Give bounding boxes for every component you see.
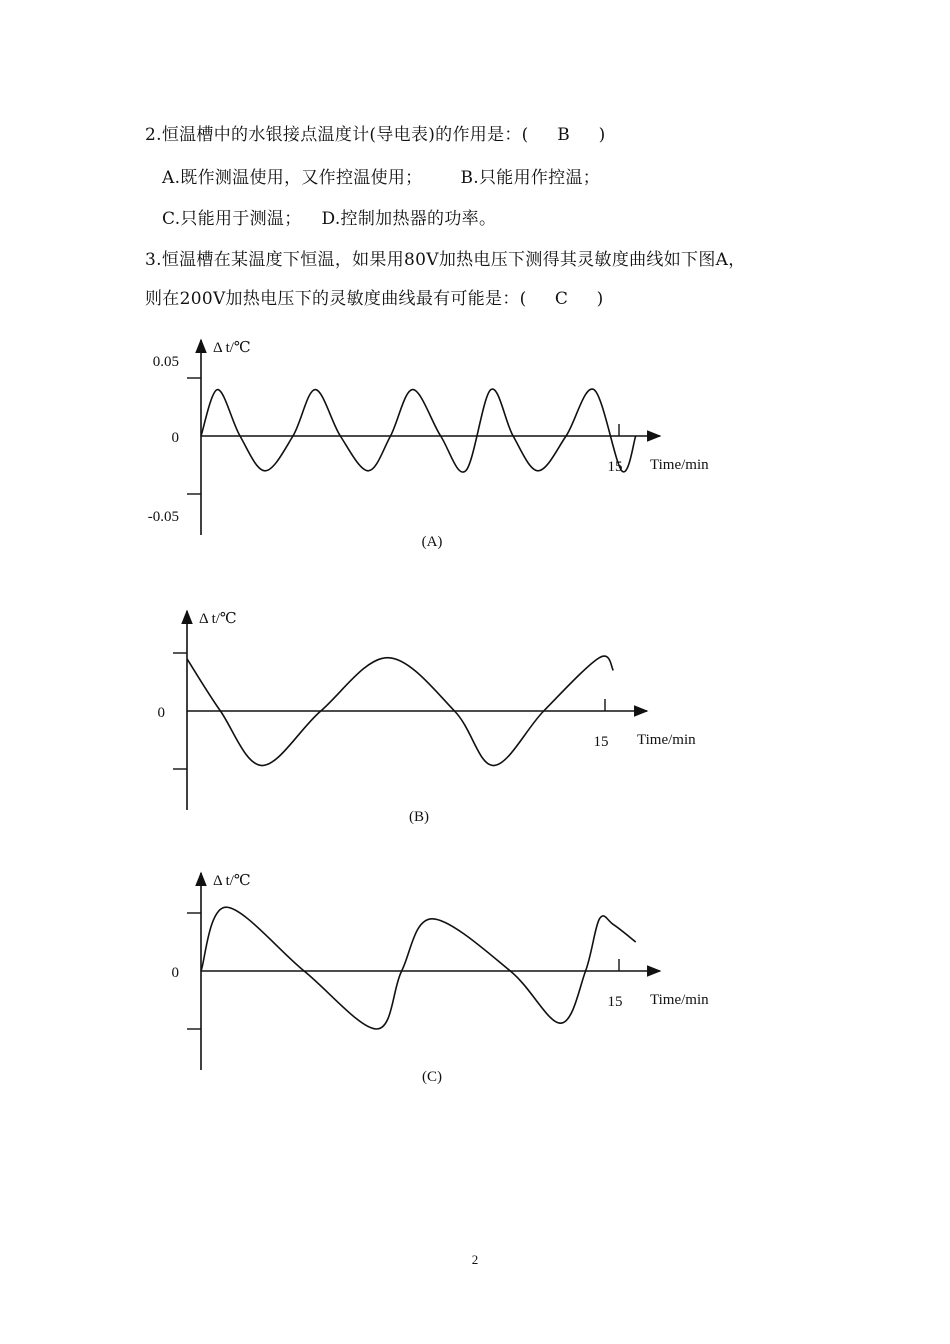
x-tick-label: 15 <box>607 459 623 475</box>
figure-b-chart <box>0 605 950 835</box>
y-tick-label: 0 <box>171 965 179 981</box>
question-2-answer: B <box>557 125 571 145</box>
y-axis-label: Δ t/℃ <box>213 873 251 889</box>
y-tick-label: -0.05 <box>147 509 179 525</box>
question-2-stem-close: ) <box>598 125 606 145</box>
question-3-line-1: 3.恒温槽在某温度下恒温，如果用80V加热电压下测得其灵敏度曲线如下图A， <box>145 250 746 270</box>
question-3-answer: C <box>554 289 569 309</box>
question-2-stem-text: 2.恒温槽中的水银接点温度计(导电表)的作用是：( <box>145 125 529 145</box>
x-axis-label: Time/min <box>650 457 709 473</box>
figure-caption: (B) <box>409 809 429 825</box>
question-3-line-2-text: 则在200V加热电压下的灵敏度曲线最有可能是：( <box>145 289 527 309</box>
y-axis-label: Δ t/℃ <box>213 340 251 356</box>
figure-c-chart <box>0 865 950 1095</box>
question-2-option-d: D.控制加热器的功率。 <box>321 209 497 229</box>
y-axis-label: Δ t/℃ <box>199 611 237 627</box>
x-tick-label: 15 <box>593 734 609 750</box>
question-2-option-a: A.既作测温使用，又作控温使用； <box>162 168 423 188</box>
y-tick-label: 0 <box>157 705 165 721</box>
figure-caption: (C) <box>422 1069 442 1085</box>
y-tick-label: 0 <box>171 430 179 446</box>
figure-caption: (A) <box>421 534 443 550</box>
question-2-option-c: C.只能用于测温； <box>162 209 302 229</box>
question-3-line-2-close: ) <box>596 289 604 309</box>
question-2-options-row-1 <box>162 163 600 188</box>
page-number: 2 <box>471 1252 479 1267</box>
x-tick-label: 15 <box>607 994 623 1010</box>
question-3-line-2 <box>145 284 604 309</box>
series-curve <box>201 389 636 472</box>
y-tick-label: 0.05 <box>152 354 179 370</box>
question-2-option-b: B.只能用作控温； <box>460 168 601 188</box>
question-2-options-row-2 <box>162 204 496 229</box>
question-2-stem <box>145 120 606 145</box>
x-axis-label: Time/min <box>637 732 696 748</box>
x-axis-label: Time/min <box>650 992 709 1008</box>
figure-a-chart <box>0 330 950 560</box>
series-curve <box>201 907 636 1029</box>
